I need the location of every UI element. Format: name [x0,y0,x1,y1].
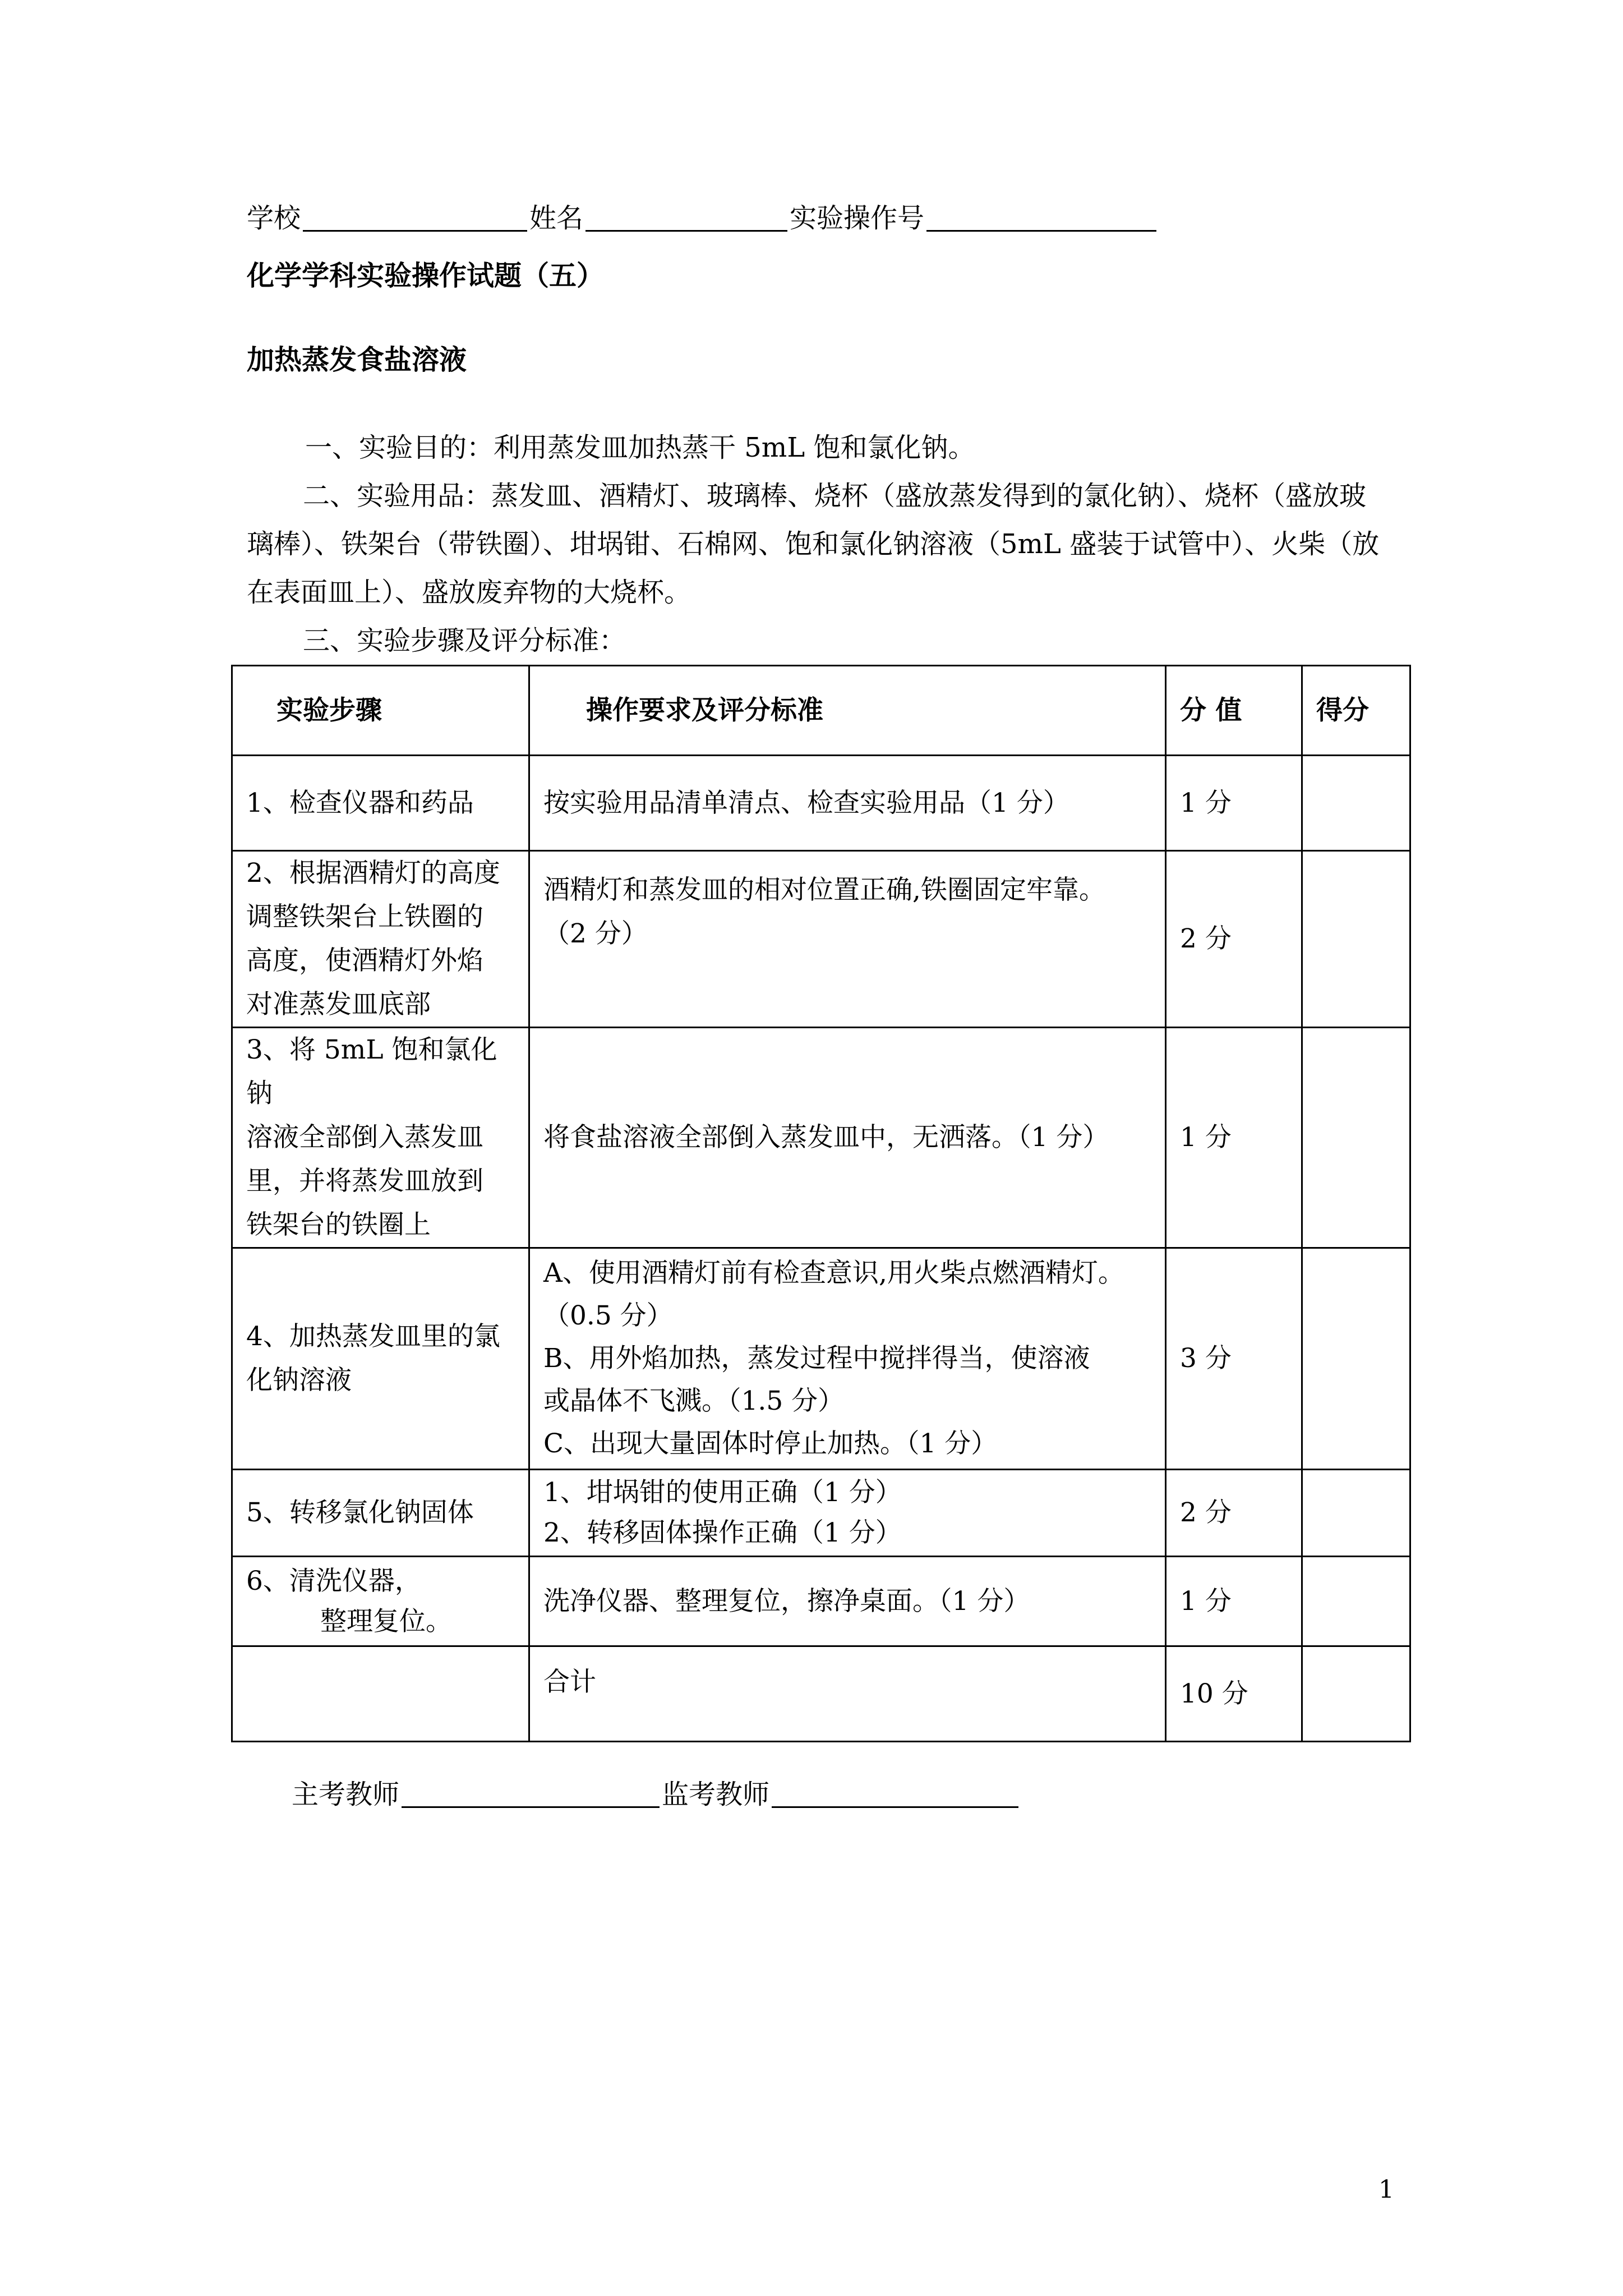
step-cell: 1、检查仪器和药品 [232,756,529,851]
header-score-value: 分 值 [1166,666,1302,756]
score-earned-cell[interactable] [1302,851,1410,1028]
page-number: 1 [1378,2175,1394,2204]
score-value-cell: 1 分 [1166,1028,1302,1248]
intro-paragraphs [247,424,1391,665]
scoring-table [231,665,1411,1742]
school-label: 学校 [247,203,301,234]
score-value-cell: 1 分 [1166,756,1302,851]
score-earned-cell[interactable] [1302,756,1410,851]
header-step: 实验步骤 [232,666,529,756]
score-earned-cell[interactable] [1302,1248,1410,1470]
requirement-cell: 洗净仪器、整理复位，擦净桌面。（1 分） [529,1557,1166,1646]
score-value-cell: 2 分 [1166,851,1302,1028]
requirement-cell: A、使用酒精灯前有检查意识,用火柴点燃酒精灯。 （0.5 分） B、用外焰加热，蒸发过程中搅拌得当，使溶液 或晶体不飞溅。（1.5 分） C、出现大量固体时停止加热。（1 分） [529,1248,1166,1470]
table-header-row [232,666,1410,756]
total-earned-cell[interactable] [1302,1646,1410,1742]
name-blank[interactable] [585,202,787,232]
requirement-cell: 将食盐溶液全部倒入蒸发皿中，无洒落。（1 分） [529,1028,1166,1248]
purpose-paragraph: 一、实验目的：利用蒸发皿加热蒸干 5mL 饱和氯化钠。 [305,432,975,463]
requirement-cell: 酒精灯和蒸发皿的相对位置正确,铁圈固定牢靠。 （2 分） [529,851,1166,1028]
op-no-blank[interactable] [926,202,1156,232]
materials-paragraph: 二、实验用品：蒸发皿、酒精灯、玻璃棒、烧杯（盛放蒸发得到的氯化钠）、烧杯（盛放玻璃棒）、铁架台（带铁圈）、坩埚钳、石棉网、饱和氯化钠溶液（5mL 盛装于试管中）、火柴（放在表面皿上）、盛放废弃物的大烧杯。 [247,480,1380,608]
table-row [232,851,1410,1028]
header-requirement: 操作要求及评分标准 [529,666,1166,756]
header-score-earned: 得分 [1302,666,1410,756]
table-row [232,1557,1410,1646]
doc-title: 化学学科实验操作试题（五） [247,259,605,292]
table-row-total [232,1646,1410,1742]
table-row [232,1028,1410,1248]
proctor-label: 监考教师 [662,1779,770,1811]
name-label: 姓名 [529,203,584,234]
signature-fields [292,1778,1021,1811]
total-label-cell: 合计 [529,1646,1166,1742]
step-cell: 2、根据酒精灯的高度 调整铁架台上铁圈的 高度，使酒精灯外焰 对准蒸发皿底部 [232,851,529,1028]
experiment-title: 加热蒸发食盐溶液 [247,343,467,376]
steps-heading: 三、实验步骤及评分标准： [303,625,626,656]
requirement-cell: 1、坩埚钳的使用正确（1 分） 2、转移固体操作正确（1 分） [529,1470,1166,1557]
score-earned-cell[interactable] [1302,1028,1410,1248]
table-row [232,1248,1410,1470]
table-row [232,1470,1410,1557]
requirement-cell: 按实验用品清单清点、检查实验用品（1 分） [529,756,1166,851]
step-cell: 4、加热蒸发皿里的氯 化钠溶液 [232,1248,529,1470]
school-blank[interactable] [303,202,527,232]
total-score-cell: 10 分 [1166,1646,1302,1742]
score-value-cell: 2 分 [1166,1470,1302,1557]
score-earned-cell[interactable] [1302,1470,1410,1557]
score-value-cell: 3 分 [1166,1248,1302,1470]
step-cell: 6、清洗仪器， 整理复位。 [232,1557,529,1646]
examiner-blank[interactable] [402,1778,660,1808]
score-value-cell: 1 分 [1166,1557,1302,1646]
score-earned-cell[interactable] [1302,1557,1410,1646]
header-fields [247,202,1159,235]
step-cell [232,1646,529,1742]
step-cell: 5、转移氯化钠固体 [232,1470,529,1557]
step-cell: 3、将 5mL 饱和氯化钠 溶液全部倒入蒸发皿 里，并将蒸发皿放到 铁架台的铁圈上 [232,1028,529,1248]
op-no-label: 实验操作号 [790,203,925,234]
proctor-blank[interactable] [772,1778,1018,1808]
table-row [232,756,1410,851]
examiner-label: 主考教师 [292,1779,400,1811]
